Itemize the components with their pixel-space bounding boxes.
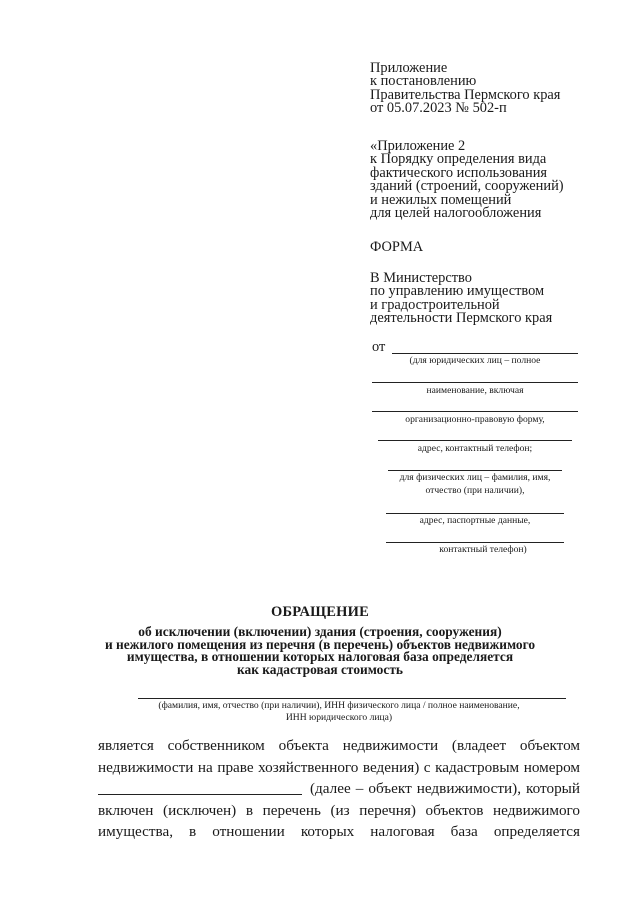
attachment2-line: фактического использования bbox=[370, 164, 548, 181]
attachment2-line: для целей налогообложения bbox=[370, 205, 542, 222]
body-line: включен (исключен) в перечень (из перечня) объектов недвижимого bbox=[98, 801, 580, 819]
subtitle-line: об исключении (включении) здания (строения, сооружения) bbox=[138, 624, 502, 639]
fill-line bbox=[378, 440, 572, 441]
attachment2-line: зданий (строений, сооружений) bbox=[370, 178, 564, 195]
cadastral-number-fill-line bbox=[98, 794, 302, 795]
body-line-with-blank bbox=[98, 778, 580, 800]
document-title: ОБРАЩЕНИЕ bbox=[271, 604, 369, 620]
fill-line bbox=[372, 382, 578, 383]
fill-line bbox=[372, 411, 578, 412]
body-line: имущества, в отношении которых налоговая база определяется bbox=[98, 823, 580, 841]
attachment2-line: и нежилых помещений bbox=[370, 191, 512, 208]
attachment-line: Приложение bbox=[370, 60, 448, 76]
subtitle-line: имущества, в отношении которых налоговая база определяется bbox=[126, 649, 514, 665]
attachment-header bbox=[370, 62, 560, 116]
attachment2-header bbox=[370, 140, 564, 220]
fill-line bbox=[392, 353, 578, 354]
form-label: ФОРМА bbox=[370, 239, 424, 255]
ministry-line: В Министерство bbox=[370, 270, 472, 286]
from-caption: отчество (при наличии), bbox=[425, 485, 525, 496]
fill-line bbox=[388, 470, 562, 471]
body-line: является собственником объекта недвижимости (владеет объектом bbox=[98, 737, 580, 754]
from-label: от bbox=[372, 339, 386, 355]
from-caption: организационно-правовую форму, bbox=[405, 414, 545, 425]
subtitle-line: и нежилого помещения из перечня (в перечень) объектов недвижимого bbox=[104, 636, 536, 652]
from-caption: для физических лиц – фамилия, имя, bbox=[399, 472, 551, 483]
attachment2-line: «Приложение 2 bbox=[370, 138, 466, 154]
body-paragraph bbox=[98, 735, 580, 843]
applicant-caption: ИНН юридического лица) bbox=[285, 712, 393, 723]
applicant-caption: (фамилия, имя, отчество (при наличии), ИНН физического лица / полное наименование, bbox=[158, 700, 520, 711]
fill-line bbox=[386, 542, 564, 543]
from-caption: контактный телефон) bbox=[439, 544, 527, 555]
document-subtitle bbox=[0, 626, 640, 676]
body-line: (далее – объект недвижимости), который bbox=[310, 780, 580, 798]
applicant-fill-line bbox=[138, 698, 566, 699]
attachment-line: к постановлению bbox=[370, 73, 477, 90]
ministry-addressee bbox=[370, 272, 552, 326]
ministry-line: и градостроительной bbox=[370, 296, 500, 313]
body-line: недвижимости на праве хозяйственного ведения) с кадастровым номером bbox=[98, 758, 580, 776]
attachment-line: от 05.07.2023 № 502-п bbox=[370, 100, 507, 117]
from-caption: (для юридических лиц – полное bbox=[409, 355, 541, 366]
from-caption: наименование, включая bbox=[426, 385, 524, 396]
ministry-line: по управлению имуществом bbox=[370, 283, 545, 300]
from-caption: адрес, паспортные данные, bbox=[419, 515, 531, 526]
fill-line bbox=[386, 513, 564, 514]
from-caption: адрес, контактный телефон; bbox=[417, 443, 533, 454]
ministry-line: деятельности Пермского края bbox=[370, 310, 553, 327]
attachment-line: Правительства Пермского края bbox=[370, 86, 561, 103]
subtitle-line: как кадастровая стоимость bbox=[237, 661, 403, 677]
attachment2-line: к Порядку определения вида bbox=[370, 151, 547, 168]
